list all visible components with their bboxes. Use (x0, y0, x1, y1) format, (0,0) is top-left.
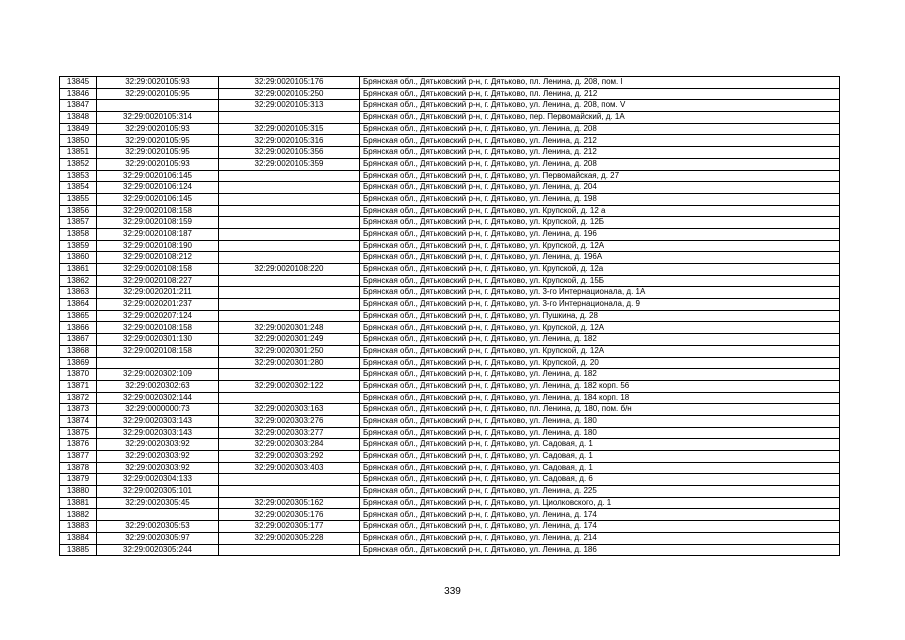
address-cell: Брянская обл., Дятьковский р-н, г. Дятьково, ул. Ленина, д. 208 (360, 158, 840, 170)
cadastral-number-cell: 32:29:0020302:122 (219, 380, 360, 392)
row-number-cell: 13860 (60, 252, 97, 264)
cadastral-number-cell (219, 369, 360, 381)
cadastral-number-cell: 32:29:0020105:250 (219, 88, 360, 100)
cadastral-number-cell: 32:29:0020303:292 (219, 451, 360, 463)
row-number-cell: 13845 (60, 77, 97, 89)
table-row (60, 451, 840, 463)
cadastral-number-cell: 32:29:0020301:250 (219, 345, 360, 357)
parent-cadastral-number-cell: 32:29:0020105:95 (97, 147, 219, 159)
parent-cadastral-number-cell (97, 357, 219, 369)
table-row (60, 521, 840, 533)
address-cell: Брянская обл., Дятьковский р-н, г. Дятьково, ул. Ленина, д. 182 корп. 56 (360, 380, 840, 392)
cadastral-number-cell (219, 228, 360, 240)
address-cell: Брянская обл., Дятьковский р-н, г. Дятьково, ул. Пушкина, д. 28 (360, 310, 840, 322)
table-row (60, 357, 840, 369)
row-number-cell: 13852 (60, 158, 97, 170)
row-number-cell: 13862 (60, 275, 97, 287)
cadastral-number-cell: 32:29:0020301:280 (219, 357, 360, 369)
parent-cadastral-number-cell: 32:29:0020303:143 (97, 427, 219, 439)
row-number-cell: 13874 (60, 415, 97, 427)
cadastral-number-cell: 32:29:0020305:228 (219, 532, 360, 544)
parent-cadastral-number-cell: 32:29:0020106:145 (97, 170, 219, 182)
address-cell: Брянская обл., Дятьковский р-н, г. Дятьково, ул. Ленина, д. 174 (360, 521, 840, 533)
table-body (60, 77, 840, 556)
parent-cadastral-number-cell: 32:29:0020105:93 (97, 77, 219, 89)
address-cell: Брянская обл., Дятьковский р-н, г. Дятьково, ул. Ленина, д. 180 (360, 427, 840, 439)
cadastral-number-cell: 32:29:0020105:315 (219, 123, 360, 135)
parent-cadastral-number-cell: 32:29:0020201:237 (97, 299, 219, 311)
address-cell: Брянская обл., Дятьковский р-н, г. Дятьково, ул. Садовая, д. 6 (360, 474, 840, 486)
table-row (60, 88, 840, 100)
table-row (60, 287, 840, 299)
table-row (60, 205, 840, 217)
address-cell: Брянская обл., Дятьковский р-н, г. Дятьково, пл. Ленина, д. 212 (360, 88, 840, 100)
cadastral-number-cell (219, 544, 360, 556)
cadastral-number-cell (219, 474, 360, 486)
row-number-cell: 13859 (60, 240, 97, 252)
row-number-cell: 13846 (60, 88, 97, 100)
row-number-cell: 13856 (60, 205, 97, 217)
parent-cadastral-number-cell: 32:29:0020207:124 (97, 310, 219, 322)
row-number-cell: 13855 (60, 193, 97, 205)
table-row (60, 532, 840, 544)
parent-cadastral-number-cell: 32:29:0020302:144 (97, 392, 219, 404)
parent-cadastral-number-cell: 32:29:0020108:158 (97, 205, 219, 217)
table-row (60, 544, 840, 556)
address-cell: Брянская обл., Дятьковский р-н, г. Дятьково, ул. Ленина, д. 180 (360, 415, 840, 427)
parent-cadastral-number-cell (97, 509, 219, 521)
cadastral-number-cell: 32:29:0020305:162 (219, 497, 360, 509)
parent-cadastral-number-cell: 32:29:0020201:211 (97, 287, 219, 299)
table-row (60, 474, 840, 486)
table-row (60, 252, 840, 264)
address-cell: Брянская обл., Дятьковский р-н, г. Дятьково, ул. Садовая, д. 1 (360, 439, 840, 451)
cadastral-number-cell: 32:29:0020305:177 (219, 521, 360, 533)
address-cell: Брянская обл., Дятьковский р-н, г. Дятьково, ул. Ленина, д. 186 (360, 544, 840, 556)
row-number-cell: 13881 (60, 497, 97, 509)
parent-cadastral-number-cell: 32:29:0020108:227 (97, 275, 219, 287)
cadastral-number-cell: 32:29:0020105:316 (219, 135, 360, 147)
table-row (60, 369, 840, 381)
table-row (60, 275, 840, 287)
address-cell: Брянская обл., Дятьковский р-н, г. Дятьково, ул. Крупской, д. 12А (360, 240, 840, 252)
table-row (60, 334, 840, 346)
table-row (60, 497, 840, 509)
row-number-cell: 13853 (60, 170, 97, 182)
row-number-cell: 13857 (60, 217, 97, 229)
table-row (60, 462, 840, 474)
table-row (60, 135, 840, 147)
address-cell: Брянская обл., Дятьковский р-н, г. Дятьково, ул. Ленина, д. 214 (360, 532, 840, 544)
row-number-cell: 13863 (60, 287, 97, 299)
address-cell: Брянская обл., Дятьковский р-н, г. Дятьково, ул. 3-го Интернационала, д. 1А (360, 287, 840, 299)
address-cell: Брянская обл., Дятьковский р-н, г. Дятьково, ул. Крупской, д. 12а (360, 264, 840, 276)
table-row (60, 112, 840, 124)
address-cell: Брянская обл., Дятьковский р-н, г. Дятьково, ул. Ленина, д. 182 (360, 334, 840, 346)
cadastral-number-cell (219, 486, 360, 498)
row-number-cell: 13851 (60, 147, 97, 159)
cadastral-number-cell: 32:29:0020301:248 (219, 322, 360, 334)
address-cell: Брянская обл., Дятьковский р-н, г. Дятьково, ул. Крупской, д. 12 а (360, 205, 840, 217)
table-row (60, 392, 840, 404)
row-number-cell: 13869 (60, 357, 97, 369)
cadastral-number-cell: 32:29:0020305:176 (219, 509, 360, 521)
cadastral-number-cell (219, 310, 360, 322)
row-number-cell: 13879 (60, 474, 97, 486)
row-number-cell: 13866 (60, 322, 97, 334)
row-number-cell: 13865 (60, 310, 97, 322)
row-number-cell: 13849 (60, 123, 97, 135)
row-number-cell: 13867 (60, 334, 97, 346)
parent-cadastral-number-cell: 32:29:0020305:45 (97, 497, 219, 509)
parent-cadastral-number-cell: 32:29:0020105:93 (97, 158, 219, 170)
parent-cadastral-number-cell: 32:29:0020302:63 (97, 380, 219, 392)
parent-cadastral-number-cell: 32:29:0020108:158 (97, 345, 219, 357)
cadastral-number-cell (219, 170, 360, 182)
row-number-cell: 13875 (60, 427, 97, 439)
table-row (60, 345, 840, 357)
parent-cadastral-number-cell: 32:29:0020302:109 (97, 369, 219, 381)
address-cell: Брянская обл., Дятьковский р-н, г. Дятьково, ул. Крупской, д. 12А (360, 322, 840, 334)
cadastral-number-cell: 32:29:0020303:276 (219, 415, 360, 427)
table-row (60, 158, 840, 170)
cadastral-table (59, 76, 840, 556)
cadastral-number-cell (219, 112, 360, 124)
cadastral-number-cell: 32:29:0020105:356 (219, 147, 360, 159)
parent-cadastral-number-cell: 32:29:0020108:187 (97, 228, 219, 240)
cadastral-number-cell (219, 205, 360, 217)
table-row (60, 439, 840, 451)
address-cell: Брянская обл., Дятьковский р-н, г. Дятьково, ул. Ленина, д. 182 (360, 369, 840, 381)
table-row (60, 264, 840, 276)
cadastral-number-cell: 32:29:0020105:359 (219, 158, 360, 170)
address-cell: Брянская обл., Дятьковский р-н, г. Дятьково, ул. Ленина, д. 198 (360, 193, 840, 205)
parent-cadastral-number-cell: 32:29:0020303:92 (97, 439, 219, 451)
address-cell: Брянская обл., Дятьковский р-н, г. Дятьково, ул. Ленина, д. 208 (360, 123, 840, 135)
parent-cadastral-number-cell: 32:29:0020106:124 (97, 182, 219, 194)
parent-cadastral-number-cell: 32:29:0020304:133 (97, 474, 219, 486)
address-cell: Брянская обл., Дятьковский р-н, г. Дятьково, ул. Ленина, д. 184 корп. 18 (360, 392, 840, 404)
parent-cadastral-number-cell: 32:29:0020106:145 (97, 193, 219, 205)
table-row (60, 182, 840, 194)
address-cell: Брянская обл., Дятьковский р-н, г. Дятьково, пер. Первомайский, д. 1А (360, 112, 840, 124)
table-row (60, 193, 840, 205)
parent-cadastral-number-cell: 32:29:0020105:93 (97, 123, 219, 135)
parent-cadastral-number-cell: 32:29:0020108:159 (97, 217, 219, 229)
table-row (60, 299, 840, 311)
cadastral-number-cell: 32:29:0020303:277 (219, 427, 360, 439)
cadastral-number-cell (219, 275, 360, 287)
parent-cadastral-number-cell: 32:29:0020108:158 (97, 264, 219, 276)
row-number-cell: 13876 (60, 439, 97, 451)
address-cell: Брянская обл., Дятьковский р-н, г. Дятьково, ул. Ленина, д. 204 (360, 182, 840, 194)
parent-cadastral-number-cell: 32:29:0020305:97 (97, 532, 219, 544)
row-number-cell: 13883 (60, 521, 97, 533)
row-number-cell: 13871 (60, 380, 97, 392)
cadastral-number-cell: 32:29:0020303:163 (219, 404, 360, 416)
address-cell: Брянская обл., Дятьковский р-н, г. Дятьково, ул. Первомайская, д. 27 (360, 170, 840, 182)
parent-cadastral-number-cell: 32:29:0020301:130 (97, 334, 219, 346)
cadastral-number-cell (219, 287, 360, 299)
cadastral-number-cell: 32:29:0020303:284 (219, 439, 360, 451)
cadastral-number-cell: 32:29:0020301:249 (219, 334, 360, 346)
table-row (60, 415, 840, 427)
table-row (60, 170, 840, 182)
row-number-cell: 13872 (60, 392, 97, 404)
address-cell: Брянская обл., Дятьковский р-н, г. Дятьково, ул. Ленина, д. 225 (360, 486, 840, 498)
address-cell: Брянская обл., Дятьковский р-н, г. Дятьково, пл. Ленина, д. 180, пом. б/н (360, 404, 840, 416)
table-row (60, 100, 840, 112)
parent-cadastral-number-cell: 32:29:0020303:143 (97, 415, 219, 427)
parent-cadastral-number-cell: 32:29:0020303:92 (97, 451, 219, 463)
parent-cadastral-number-cell: 32:29:0020108:190 (97, 240, 219, 252)
row-number-cell: 13868 (60, 345, 97, 357)
cadastral-number-cell: 32:29:0020105:313 (219, 100, 360, 112)
parent-cadastral-number-cell: 32:29:0020305:53 (97, 521, 219, 533)
parent-cadastral-number-cell: 32:29:0020305:244 (97, 544, 219, 556)
parent-cadastral-number-cell: 32:29:0020303:92 (97, 462, 219, 474)
address-cell: Брянская обл., Дятьковский р-н, г. Дятьково, ул. Садовая, д. 1 (360, 462, 840, 474)
table-row (60, 486, 840, 498)
address-cell: Брянская обл., Дятьковский р-н, г. Дятьково, ул. Ленина, д. 212 (360, 135, 840, 147)
address-cell: Брянская обл., Дятьковский р-н, г. Дятьково, ул. Крупской, д. 15Б (360, 275, 840, 287)
row-number-cell: 13848 (60, 112, 97, 124)
address-cell: Брянская обл., Дятьковский р-н, г. Дятьково, пл. Ленина, д. 208, пом. I (360, 77, 840, 89)
table-row (60, 240, 840, 252)
table-row (60, 404, 840, 416)
address-cell: Брянская обл., Дятьковский р-н, г. Дятьково, ул. Ленина, д. 196 (360, 228, 840, 240)
address-cell: Брянская обл., Дятьковский р-н, г. Дятьково, ул. Ленина, д. 196А (360, 252, 840, 264)
row-number-cell: 13850 (60, 135, 97, 147)
cadastral-number-cell (219, 392, 360, 404)
row-number-cell: 13873 (60, 404, 97, 416)
cadastral-number-cell (219, 182, 360, 194)
cadastral-number-cell (219, 252, 360, 264)
row-number-cell: 13880 (60, 486, 97, 498)
address-cell: Брянская обл., Дятьковский р-н, г. Дятьково, ул. 3-го Интернационала, д. 9 (360, 299, 840, 311)
address-cell: Брянская обл., Дятьковский р-н, г. Дятьково, ул. Циолковского, д. 1 (360, 497, 840, 509)
row-number-cell: 13858 (60, 228, 97, 240)
cadastral-number-cell: 32:29:0020303:403 (219, 462, 360, 474)
row-number-cell: 13870 (60, 369, 97, 381)
table-row (60, 147, 840, 159)
cadastral-number-cell (219, 193, 360, 205)
parent-cadastral-number-cell: 32:29:0000000:73 (97, 404, 219, 416)
table-row (60, 427, 840, 439)
parent-cadastral-number-cell: 32:29:0020105:95 (97, 135, 219, 147)
row-number-cell: 13877 (60, 451, 97, 463)
address-cell: Брянская обл., Дятьковский р-н, г. Дятьково, ул. Садовая, д. 1 (360, 451, 840, 463)
address-cell: Брянская обл., Дятьковский р-н, г. Дятьково, ул. Крупской, д. 12Б (360, 217, 840, 229)
table-row (60, 123, 840, 135)
parent-cadastral-number-cell: 32:29:0020305:101 (97, 486, 219, 498)
row-number-cell: 13878 (60, 462, 97, 474)
address-cell: Брянская обл., Дятьковский р-н, г. Дятьково, ул. Ленина, д. 208, пом. V (360, 100, 840, 112)
row-number-cell: 13861 (60, 264, 97, 276)
table-row (60, 322, 840, 334)
parent-cadastral-number-cell: 32:29:0020105:314 (97, 112, 219, 124)
parent-cadastral-number-cell: 32:29:0020105:95 (97, 88, 219, 100)
cadastral-number-cell: 32:29:0020105:176 (219, 77, 360, 89)
parent-cadastral-number-cell: 32:29:0020108:212 (97, 252, 219, 264)
cadastral-number-cell: 32:29:0020108:220 (219, 264, 360, 276)
row-number-cell: 13885 (60, 544, 97, 556)
cadastral-number-cell (219, 240, 360, 252)
cadastral-number-cell (219, 299, 360, 311)
parent-cadastral-number-cell (97, 100, 219, 112)
row-number-cell: 13847 (60, 100, 97, 112)
cadastral-number-cell (219, 217, 360, 229)
address-cell: Брянская обл., Дятьковский р-н, г. Дятьково, ул. Ленина, д. 212 (360, 147, 840, 159)
table-row (60, 217, 840, 229)
page-number: 339 (444, 586, 461, 597)
row-number-cell: 13864 (60, 299, 97, 311)
address-cell: Брянская обл., Дятьковский р-н, г. Дятьково, ул. Крупской, д. 20 (360, 357, 840, 369)
address-cell: Брянская обл., Дятьковский р-н, г. Дятьково, ул. Крупской, д. 12А (360, 345, 840, 357)
row-number-cell: 13854 (60, 182, 97, 194)
row-number-cell: 13882 (60, 509, 97, 521)
table-row (60, 77, 840, 89)
row-number-cell: 13884 (60, 532, 97, 544)
table-row (60, 509, 840, 521)
parent-cadastral-number-cell: 32:29:0020108:158 (97, 322, 219, 334)
table-row (60, 310, 840, 322)
table-row (60, 380, 840, 392)
table-row (60, 228, 840, 240)
address-cell: Брянская обл., Дятьковский р-н, г. Дятьково, ул. Ленина, д. 174 (360, 509, 840, 521)
